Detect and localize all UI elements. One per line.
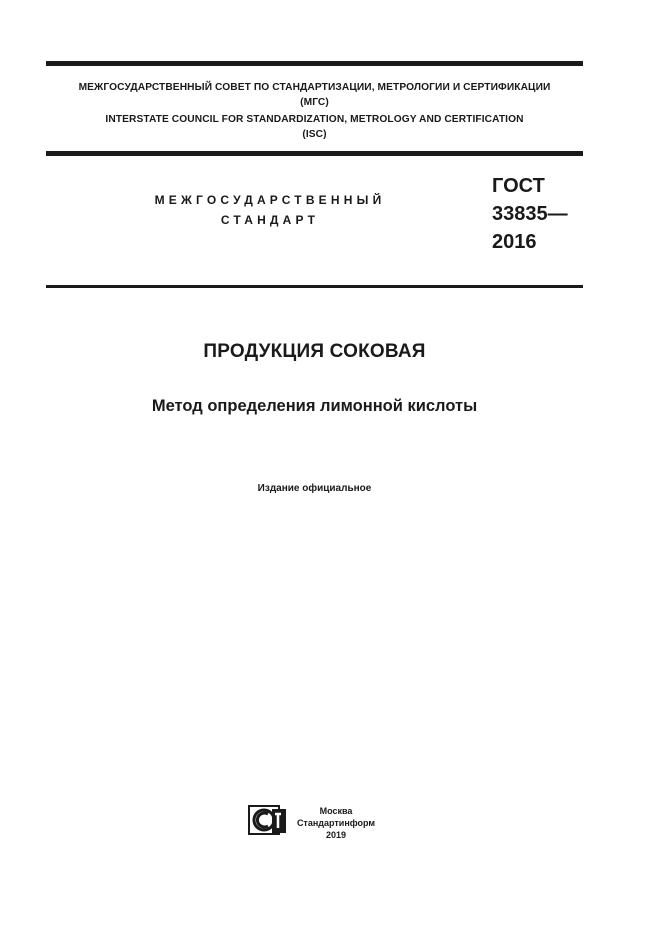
- council-ru-abbr: (МГС): [300, 97, 329, 108]
- standard-type-word2: СТАНДАРТ: [220, 213, 320, 227]
- document-subtitle: Метод определения лимонной кислоты: [151, 397, 478, 415]
- gost-label: ГОСТ: [492, 175, 545, 197]
- lower-rule: [46, 285, 583, 288]
- middle-rule: [46, 151, 583, 156]
- gost-code: 33835—: [492, 203, 568, 225]
- publisher-name: Стандартинформ: [296, 818, 376, 828]
- standard-type-word1: МЕЖГОСУДАРСТВЕННЫЙ: [154, 193, 386, 207]
- gost-number: [492, 172, 568, 256]
- council-en-line: INTERSTATE COUNCIL FOR STANDARDIZATION, METROLOGY AND CERTIFICATION: [105, 114, 524, 125]
- council-ru: [46, 80, 583, 110]
- publisher-city: Москва: [319, 806, 353, 816]
- council-en: [46, 112, 583, 142]
- edition-note: Издание официальное: [257, 483, 372, 494]
- standartinform-logo-icon: [248, 805, 288, 837]
- publisher-block: [296, 805, 376, 841]
- council-en-abbr: (ISC): [302, 129, 327, 140]
- document-title: ПРОДУКЦИЯ СОКОВАЯ: [203, 341, 426, 362]
- gost-year: 2016: [492, 231, 537, 253]
- top-rule: [46, 61, 583, 66]
- council-ru-line: МЕЖГОСУДАРСТВЕННЫЙ СОВЕТ ПО СТАНДАРТИЗАЦИИ, МЕТРОЛОГИИ И СЕРТИФИКАЦИИ: [78, 82, 551, 93]
- publisher-year: 2019: [325, 830, 347, 840]
